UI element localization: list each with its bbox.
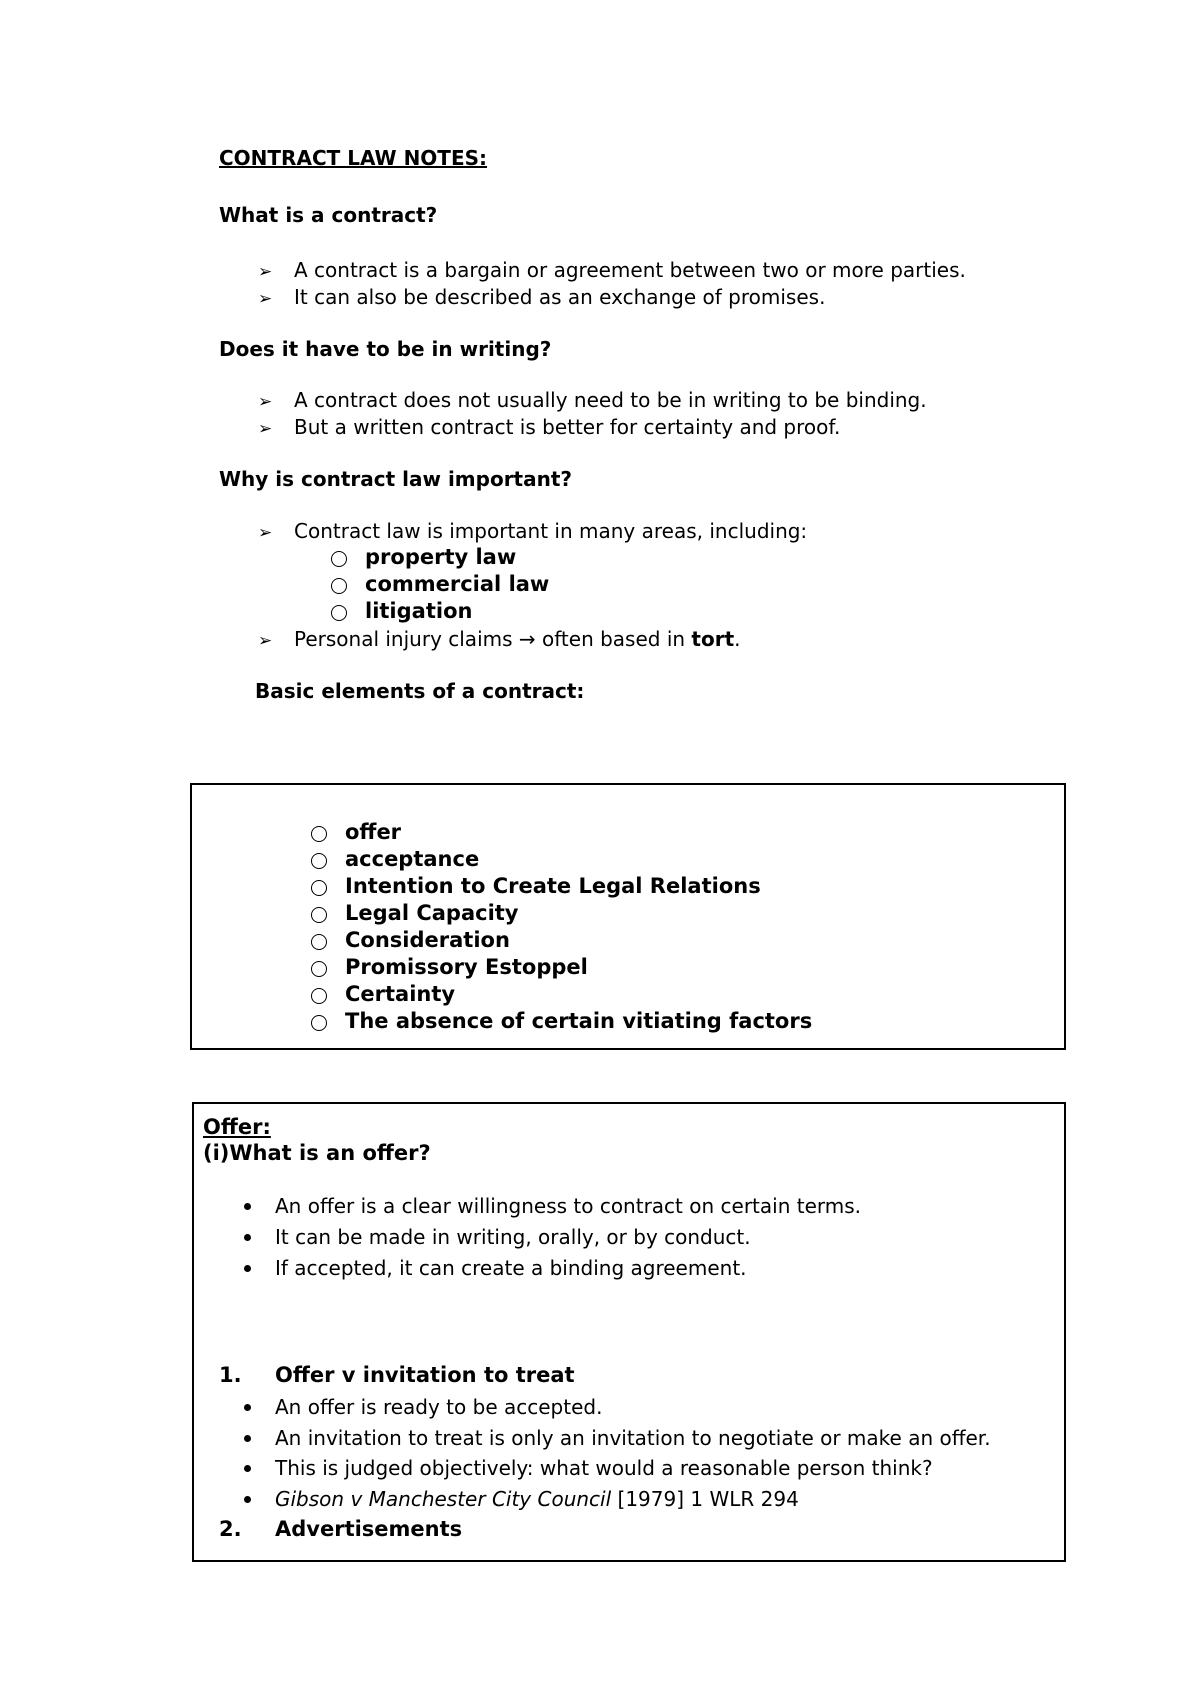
bullet-text [294,627,741,651]
list-item [244,1256,747,1280]
element-item [311,847,479,871]
list-item [244,1487,799,1511]
circle-bullet-icon [331,551,347,567]
element-text: Certainty [345,982,456,1006]
element-item [311,928,510,952]
list-item [244,1225,751,1249]
numbered-heading [219,1517,462,1541]
heading-writing: Does it have to be in writing? [219,337,552,361]
element-text: Consideration [345,928,510,952]
circle-bullet-icon [311,907,327,923]
point-title: Offer v invitation to treat [275,1363,575,1387]
circle-bullet-icon [311,853,327,869]
bullet-text: A contract is a bargain or agreement between two or more parties. [294,258,966,282]
bullet-text: But a written contract is better for certainty and proof. [294,415,841,439]
element-text: acceptance [345,847,480,871]
bullet-text [275,1487,799,1511]
circle-bullet-icon [311,880,327,896]
list-item [258,415,840,439]
element-item [311,820,401,844]
circle-bullet-icon [311,934,327,950]
offer-title: Offer: [203,1115,271,1139]
list-item [258,388,927,412]
list-item [244,1426,991,1450]
sub-list-item [331,545,516,569]
list-item [258,627,741,651]
element-text: Promissory Estoppel [345,955,588,979]
point-number: 1. [219,1363,242,1387]
arrow-bullet-icon: ➢ [258,392,273,412]
dot-bullet-icon [244,1234,251,1241]
bullet-text: Contract law is important in many areas, including: [294,519,808,543]
point-title: Advertisements [275,1517,463,1541]
case-name: Gibson v Manchester City Council [275,1487,612,1511]
element-item [311,982,455,1006]
dot-bullet-icon [244,1265,251,1272]
circle-bullet-icon [311,961,327,977]
dot-bullet-icon [244,1435,251,1442]
heading-what-is-contract: What is a contract? [219,203,438,227]
case-citation: [1979] 1 WLR 294 [611,1487,799,1511]
element-text: offer [345,820,402,844]
circle-bullet-icon [331,578,347,594]
element-item [311,874,761,898]
bullet-text: A contract does not usually need to be in writing to be binding. [294,388,927,412]
dot-bullet-icon [244,1203,251,1210]
circle-bullet-icon [331,605,347,621]
dot-bullet-icon [244,1496,251,1503]
arrow-bullet-icon: ➢ [258,419,273,439]
list-item [244,1194,861,1218]
point-number: 2. [219,1517,242,1541]
list-item [258,519,807,543]
numbered-heading [219,1363,575,1387]
circle-bullet-icon [311,826,327,842]
element-item [311,955,588,979]
list-item [258,285,825,309]
personal-injury-prefix: Personal injury claims → often based in [294,627,692,651]
dot-bullet-icon [244,1404,251,1411]
list-item [244,1395,602,1419]
element-item [311,901,519,925]
personal-injury-suffix: . [734,627,741,651]
bullet-text: It can be made in writing, orally, or by conduct. [275,1225,751,1249]
bullet-text: An offer is ready to be accepted. [275,1395,603,1419]
element-text: Intention to Create Legal Relations [345,874,761,898]
sub-item-text: commercial law [365,572,550,596]
bullet-text: It can also be described as an exchange of promises. [294,285,826,309]
arrow-bullet-icon: ➢ [258,523,273,543]
list-item [258,258,966,282]
list-item [244,1456,933,1480]
offer-subtitle: (i)What is an offer? [203,1141,431,1165]
arrow-bullet-icon: ➢ [258,262,273,282]
bullet-text: An invitation to treat is only an invitation to negotiate or make an offer. [275,1426,991,1450]
circle-bullet-icon [311,1015,327,1031]
sub-list-item [331,599,472,623]
bullet-text: If accepted, it can create a binding agreement. [275,1256,747,1280]
dot-bullet-icon [244,1465,251,1472]
tort-term: tort [691,627,735,651]
arrow-bullet-icon: ➢ [258,631,273,651]
element-text: Legal Capacity [345,901,519,925]
arrow-bullet-icon: ➢ [258,289,273,309]
sub-list-item [331,572,549,596]
element-item [311,1009,812,1033]
document-title: CONTRACT LAW NOTES: [219,146,488,170]
element-text: The absence of certain vitiating factors [345,1009,813,1033]
heading-importance: Why is contract law important? [219,467,573,491]
circle-bullet-icon [311,988,327,1004]
heading-elements: Basic elements of a contract: [255,679,585,703]
sub-item-text: litigation [365,599,473,623]
bullet-text: This is judged objectively: what would a reasonable person think? [275,1456,933,1480]
bullet-text: An offer is a clear willingness to contract on certain terms. [275,1194,862,1218]
sub-item-text: property law [365,545,517,569]
